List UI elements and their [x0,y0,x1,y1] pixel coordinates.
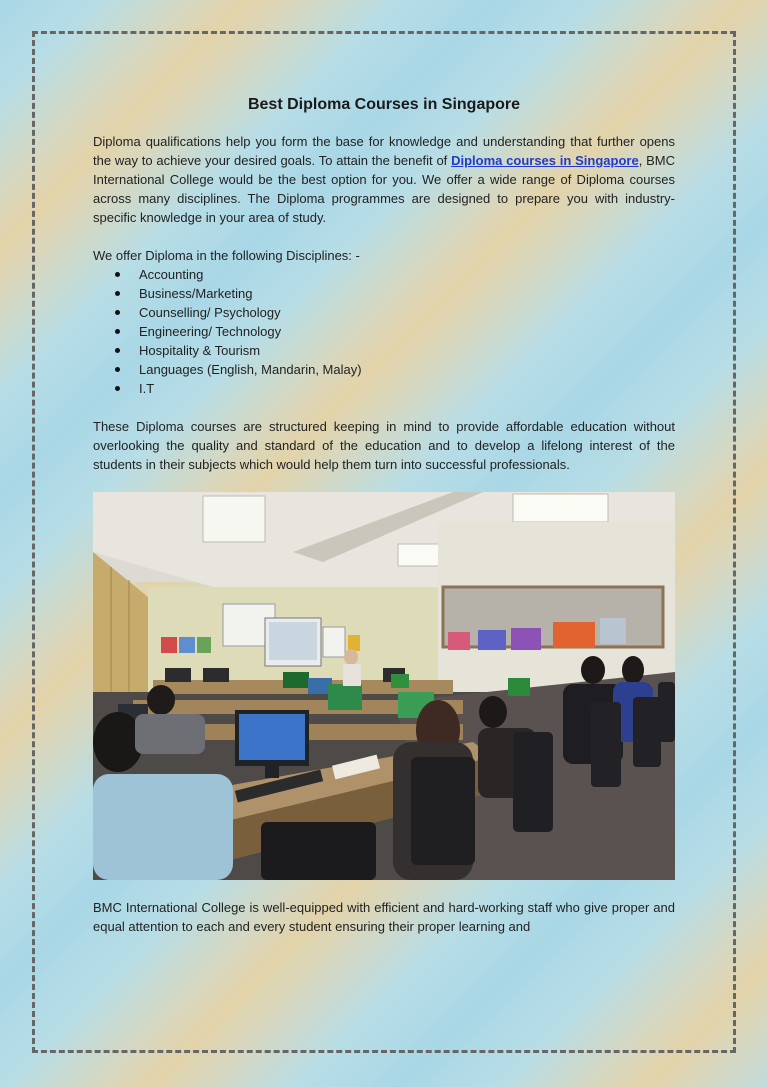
intro-text-end: , BMC International College would be the best option for you. We offer a wide range of Diploma courses across many disciplines. The Diploma programmes are designed to prepare you with industry-specific knowledge in your area of study. [93,153,675,225]
list-item: Hospitality & Tourism [93,341,675,360]
intro-paragraph [93,132,675,227]
disciplines-list [93,265,675,398]
list-item: Counselling/ Psychology [93,303,675,322]
document-body [93,94,675,936]
list-item: Business/Marketing [93,284,675,303]
structure-paragraph: These Diploma courses are structured keeping in mind to provide affordable education without overlooking the quality and standard of the education and to develop a lifelong interest of the students in their subjects which would help them turn into successful professionals. [93,419,675,472]
bullet-icon [115,291,120,296]
bullet-icon [115,386,120,391]
list-item: I.T [93,379,675,398]
bullet-icon [115,329,120,334]
diploma-courses-link[interactable]: Diploma courses in Singapore [451,153,639,168]
page-title: Best Diploma Courses in Singapore [247,96,521,113]
bullet-icon [115,348,120,353]
list-item: Engineering/ Technology [93,322,675,341]
classroom-photo [93,492,675,880]
list-item: Languages (English, Mandarin, Malay) [93,360,675,379]
list-item: Accounting [93,265,675,284]
bullet-icon [115,272,120,277]
closing-paragraph: BMC International College is well-equipped with efficient and hard-working staff who give proper and equal attention to each and every student ensuring their proper learning and [93,900,675,934]
disciplines-heading: We offer Diploma in the following Disciplines: - [93,248,360,263]
bullet-icon [115,367,120,372]
bullet-icon [115,310,120,315]
intro-text-start: Diploma qualifications help you form the base for knowledge and understanding that further opens the way to achieve your desired goals. To attain the benefit of [93,134,675,168]
